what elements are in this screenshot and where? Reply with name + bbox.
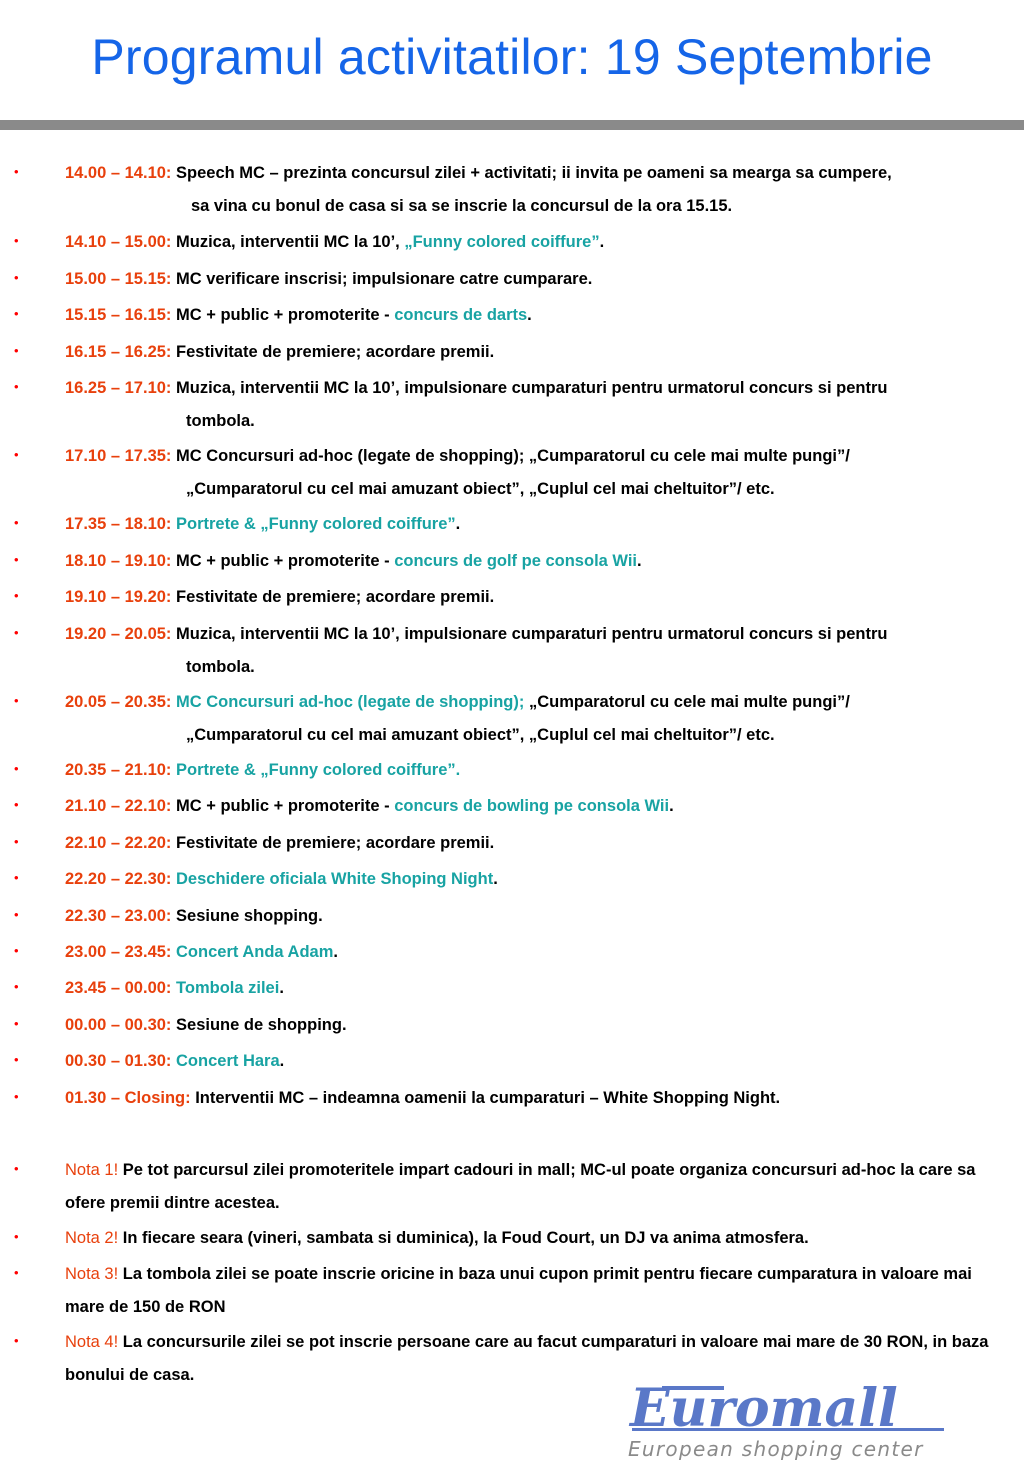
schedule-item xyxy=(65,372,1015,438)
schedule-text: Festivitate de premiere; acordare premii. xyxy=(171,343,495,361)
schedule-text-tail: . xyxy=(599,233,605,251)
schedule-time: 23.00 – 23.45: xyxy=(65,943,172,961)
schedule-text-tail: . xyxy=(279,1052,285,1070)
schedule-time: 14.10 – 15.00: xyxy=(65,233,172,251)
schedule-item xyxy=(65,581,1015,614)
bullet-icon: • xyxy=(14,1229,19,1244)
schedule-text-continued: sa vina cu bonul de casa si sa se inscrie la concursul de la ora 15.15. xyxy=(191,197,733,215)
schedule-item xyxy=(65,618,1015,684)
schedule-text: MC + public + promoterite - xyxy=(171,552,395,570)
schedule-text-continued: tombola. xyxy=(186,412,255,430)
schedule-time: 20.05 – 20.35: xyxy=(65,693,172,711)
schedule-highlight: Concert Anda Adam xyxy=(176,943,334,961)
schedule-highlight: Tombola zilei xyxy=(176,979,280,997)
schedule-highlight: concurs de bowling pe consola Wii xyxy=(394,797,670,815)
bullet-icon: • xyxy=(14,164,19,179)
schedule-text: MC + public + promoterite - xyxy=(171,306,395,324)
schedule-item xyxy=(65,863,1015,896)
bullet-icon: • xyxy=(14,693,19,708)
schedule-time: 19.10 – 19.20: xyxy=(65,588,172,606)
schedule-item xyxy=(65,754,1015,787)
schedule-text: MC Concursuri ad-hoc (legate de shopping); „Cumparatorul cu cele mai multe pungi”/ xyxy=(171,447,850,465)
schedule-text: Festivitate de premiere; acordare premii. xyxy=(171,588,495,606)
schedule-highlight: Portrete & „Funny colored coiffure” xyxy=(176,515,456,533)
page-title: Programul activitatilor: 19 Septembrie xyxy=(91,29,933,85)
schedule-item xyxy=(65,226,1015,259)
schedule-item xyxy=(65,508,1015,541)
schedule-time: 15.15 – 16.15: xyxy=(65,306,172,324)
note-item xyxy=(65,1154,1015,1220)
schedule-text: Speech MC – prezinta concursul zilei + activitati; ii invita pe oameni sa mearga sa cumpere, xyxy=(171,164,892,182)
note-item xyxy=(65,1222,1015,1255)
bullet-icon: • xyxy=(14,834,19,849)
bullet-icon: • xyxy=(14,233,19,248)
schedule-item xyxy=(65,1082,1015,1115)
bullet-icon: • xyxy=(14,797,19,812)
bullet-icon: • xyxy=(14,306,19,321)
schedule-item xyxy=(65,972,1015,1005)
schedule-time: 18.10 – 19.10: xyxy=(65,552,172,570)
schedule-text: Muzica, interventii MC la 10’, impulsionare cumparaturi pentru urmatorul concurs si pentru xyxy=(171,379,888,397)
bullet-icon: • xyxy=(14,625,19,640)
note-text: La concursurile zilei se pot inscrie persoane care au facut cumparaturi in valoare mai mare de 30 RON, in baza bonului de casa. xyxy=(65,1333,989,1384)
note-text: In fiecare seara (vineri, sambata si duminica), la Foud Court, un DJ va anima atmosfera. xyxy=(118,1229,809,1247)
schedule-text-tail: . xyxy=(493,870,498,888)
schedule-time: 19.20 – 20.05: xyxy=(65,625,172,643)
schedule-item xyxy=(65,936,1015,969)
note-text: La tombola zilei se poate inscrie oricine in baza unui cupon primit pentru fiecare cumparatura in valoare mai mare de 150 de RON xyxy=(65,1265,972,1316)
schedule-text-tail: . xyxy=(279,979,284,997)
schedule-text-continued: tombola. xyxy=(186,658,255,676)
schedule-time: 23.45 – 00.00: xyxy=(65,979,172,997)
schedule-text: Festivitate de premiere; acordare premii. xyxy=(171,834,495,852)
bullet-icon: • xyxy=(14,907,19,922)
schedule-highlight: Concert Hara xyxy=(176,1052,280,1070)
logo-tagline: European shopping center xyxy=(628,1437,924,1461)
schedule-item xyxy=(65,336,1015,369)
schedule-highlight: concurs de golf pe consola Wii xyxy=(394,552,638,570)
note-label: Nota 4! xyxy=(65,1333,119,1351)
bullet-icon: • xyxy=(14,761,19,776)
schedule-highlight: concurs de darts xyxy=(394,306,528,324)
schedule-item xyxy=(65,790,1015,823)
schedule-time: 21.10 – 22.10: xyxy=(65,797,172,815)
schedule-highlight: „Funny colored coiffure” xyxy=(404,233,600,251)
schedule-text-tail: „Cumparatorul cu cele mai multe pungi”/ xyxy=(524,693,850,711)
schedule-time: 00.30 – 01.30: xyxy=(65,1052,172,1070)
bullet-icon: • xyxy=(14,447,19,462)
schedule-time: 17.35 – 18.10: xyxy=(65,515,172,533)
schedule-text: MC + public + promoterite - xyxy=(171,797,395,815)
schedule-item xyxy=(65,440,1015,506)
schedule-item xyxy=(65,263,1015,296)
note-item xyxy=(65,1258,1015,1324)
schedule-text-continued: „Cumparatorul cu cel mai amuzant obiect”, „Cuplul cel mai cheltuitor”/ etc. xyxy=(186,480,775,498)
schedule-text-tail: . xyxy=(527,306,532,324)
schedule-text: MC verificare inscrisi; impulsionare catre cumparare. xyxy=(171,270,593,288)
bullet-icon: • xyxy=(14,1265,19,1280)
bullet-icon: • xyxy=(14,1052,19,1067)
bullet-icon: • xyxy=(14,552,19,567)
title-divider xyxy=(0,120,1024,130)
schedule-time: 20.35 – 21.10: xyxy=(65,761,172,779)
schedule-highlight: MC Concursuri ad-hoc (legate de shopping); xyxy=(176,693,525,711)
schedule-text-tail: . xyxy=(333,943,338,961)
schedule-text-continued: „Cumparatorul cu cel mai amuzant obiect”, „Cuplul cel mai cheltuitor”/ etc. xyxy=(186,726,775,744)
schedule-item xyxy=(65,1009,1015,1042)
schedule-text-tail: . xyxy=(455,515,461,533)
bullet-icon: • xyxy=(14,979,19,994)
schedule-item xyxy=(65,686,1015,752)
bullet-icon: • xyxy=(14,588,19,603)
bullet-icon: • xyxy=(14,870,19,885)
note-text: Pe tot parcursul zilei promoteritele impart cadouri in mall; MC-ul poate organiza concursuri ad-hoc la care sa ofere premii dintre acestea. xyxy=(65,1161,976,1212)
logo-wordmark: Euromall xyxy=(630,1384,898,1439)
schedule-text: Muzica, interventii MC la 10’, xyxy=(171,233,405,251)
bullet-icon: • xyxy=(14,515,19,530)
bullet-icon: • xyxy=(14,343,19,358)
schedule-text: Sesiune shopping. xyxy=(171,907,323,925)
schedule-text-tail: . xyxy=(637,552,642,570)
schedule-time: 15.00 – 15.15: xyxy=(65,270,172,288)
schedule-time: 14.00 – 14.10: xyxy=(65,164,172,182)
schedule-time: 22.10 – 22.20: xyxy=(65,834,172,852)
note-label: Nota 1! xyxy=(65,1161,119,1179)
schedule-item xyxy=(65,299,1015,332)
schedule-item xyxy=(65,1045,1015,1078)
bullet-icon: • xyxy=(14,943,19,958)
note-item xyxy=(65,1326,1015,1392)
bullet-icon: • xyxy=(14,1089,19,1104)
schedule-text: Sesiune de shopping. xyxy=(171,1016,347,1034)
schedule-item xyxy=(65,827,1015,860)
schedule-time: 16.15 – 16.25: xyxy=(65,343,172,361)
schedule-highlight: Portrete & „Funny colored coiffure”. xyxy=(176,761,461,779)
schedule-time: 22.30 – 23.00: xyxy=(65,907,172,925)
note-label: Nota 3! xyxy=(65,1265,119,1283)
euromall-logo xyxy=(622,1384,1002,1464)
schedule-text: Interventii MC – indeamna oamenii la cumparaturi – White Shopping Night. xyxy=(190,1089,781,1107)
schedule-text-tail: . xyxy=(669,797,674,815)
bullet-icon: • xyxy=(14,1016,19,1031)
schedule-time: 16.25 – 17.10: xyxy=(65,379,172,397)
bullet-icon: • xyxy=(14,1333,19,1348)
bullet-icon: • xyxy=(14,270,19,285)
schedule-item xyxy=(65,545,1015,578)
schedule-time: 01.30 – Closing: xyxy=(65,1089,191,1107)
schedule-time: 00.00 – 00.30: xyxy=(65,1016,172,1034)
schedule-highlight: Deschidere oficiala White Shoping Night xyxy=(176,870,494,888)
bullet-icon: • xyxy=(14,1161,19,1176)
schedule-time: 17.10 – 17.35: xyxy=(65,447,172,465)
schedule-text: Muzica, interventii MC la 10’, impulsionare cumparaturi pentru urmatorul concurs si pentru xyxy=(171,625,888,643)
schedule-item xyxy=(65,900,1015,933)
schedule-item xyxy=(65,157,1015,223)
bullet-icon: • xyxy=(14,379,19,394)
note-label: Nota 2! xyxy=(65,1229,119,1247)
schedule-time: 22.20 – 22.30: xyxy=(65,870,172,888)
